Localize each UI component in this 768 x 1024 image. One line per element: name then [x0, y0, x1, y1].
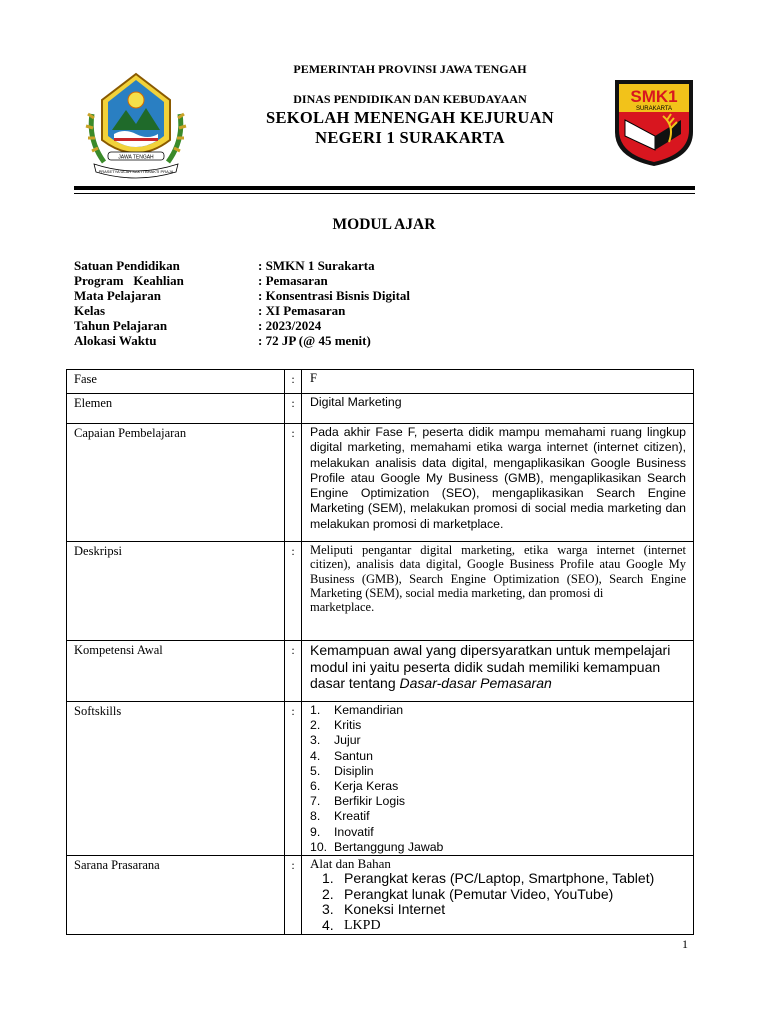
info-value: : 72 JP (@ 45 menit)	[258, 333, 371, 348]
softskill-text: Kritis	[334, 718, 362, 733]
sarana-heading: Alat dan Bahan	[310, 856, 391, 872]
info-row	[74, 258, 410, 273]
list-item: 1. Kemandirian	[310, 703, 404, 717]
row-colon: :	[285, 641, 302, 702]
softskills-cell	[302, 702, 694, 856]
logo-subtitle-text: SURAKARTA	[635, 106, 673, 112]
info-value: : SMKN 1 Surakarta	[258, 258, 375, 273]
kompetensi-cell	[302, 641, 694, 702]
softskill-text: Jujur	[334, 733, 361, 748]
elemen-value: Digital Marketing	[302, 394, 694, 424]
table-row-kompetensi	[67, 641, 694, 702]
smk1-surakarta-logo-icon	[611, 76, 697, 168]
softskill-text: Inovatif	[334, 824, 374, 839]
module-table	[66, 369, 694, 935]
row-colon: :	[285, 702, 302, 856]
sarana-list	[310, 871, 686, 933]
list-item: 8. Kreatif	[310, 809, 370, 824]
header-school-name: NEGERI 1 SURAKARTA	[315, 128, 505, 147]
table-row-deskripsi	[67, 542, 694, 641]
info-row	[74, 333, 410, 348]
deskripsi-value-end: marketplace.	[310, 600, 375, 615]
row-label: Sarana Prasarana	[67, 856, 285, 935]
sarana-text: Perangkat lunak (Pemutar Video, YouTube)	[344, 885, 614, 902]
table-row-capaian	[67, 424, 694, 542]
row-colon: :	[285, 856, 302, 935]
emblem-ribbon-text: PRASETYA ULAH SAKTI BHAKTI PRAJA	[98, 169, 174, 174]
row-colon: :	[285, 394, 302, 424]
row-colon: :	[285, 370, 302, 394]
info-value: : XI Pemasaran	[258, 303, 346, 318]
list-item: 6. Kerja Keras	[310, 779, 399, 794]
row-label: Fase	[67, 370, 285, 394]
info-value: : Pemasaran	[258, 273, 328, 288]
list-item: 3. Jujur	[310, 733, 361, 748]
info-label: Kelas	[74, 303, 106, 318]
table-row-fase	[67, 370, 694, 394]
row-label: Elemen	[67, 394, 285, 424]
list-item: 2. Perangkat lunak (Pemutar Video, YouTube)	[322, 885, 614, 902]
table-row-softskills	[67, 702, 694, 856]
capaian-value: Pada akhir Fase F, peserta didik mampu memahami ruang lingkup digital marketing, memahami etika warga internet (internet citizen), melakukan analisis data digital, mengaplikasikan Google Business Profile atau Google My Business (GMB), mengaplikasikan Search Engine Optimization (SEO), mengaplikasikan Search Engine Marketing (SEM), melakukan promosi di social media marketing dan melakukan promosi di marketplace.	[302, 424, 694, 542]
list-item: 2. Kritis	[310, 718, 362, 733]
header-government: PEMERINTAH PROVINSI JAWA TENGAH	[293, 62, 527, 76]
sarana-text: Perangkat keras (PC/Laptop, Smartphone, Tablet)	[344, 870, 655, 887]
info-row	[74, 318, 410, 333]
list-item: 4. Santun	[310, 748, 373, 763]
list-item: 7. Berfikir Logis	[310, 794, 406, 809]
info-label: Alokasi Waktu	[74, 333, 157, 348]
row-label: Deskripsi	[67, 542, 285, 641]
softskills-list	[310, 703, 686, 855]
sarana-cell	[302, 856, 694, 935]
info-value: : 2023/2024	[258, 318, 322, 333]
info-row	[74, 303, 410, 318]
jawa-tengah-emblem-icon	[84, 70, 188, 180]
list-item: 10. Bertanggung Jawab	[310, 839, 444, 854]
document-title: MODUL AJAR	[332, 216, 436, 233]
logo-title-text: SMK1	[630, 87, 678, 106]
row-colon: :	[285, 424, 302, 542]
row-colon: :	[285, 542, 302, 641]
deskripsi-cell	[302, 542, 694, 641]
softskill-text: Santun	[334, 748, 373, 763]
info-value: : Konsentrasi Bisnis Digital	[258, 288, 411, 303]
table-row-elemen	[67, 394, 694, 424]
emblem-banner-text: JAWA TENGAH	[118, 154, 154, 161]
header-rule-thick	[74, 186, 695, 190]
info-row	[74, 273, 410, 288]
table-row-sarana	[67, 856, 694, 935]
header-department: DINAS PENDIDIKAN DAN KEBUDAYAAN	[293, 92, 527, 106]
header-rule-thin	[74, 193, 695, 194]
list-item: 1. Perangkat keras (PC/Laptop, Smartphone, Tablet)	[322, 870, 655, 887]
list-item: 4. LKPD	[322, 916, 381, 933]
header-school-type: SEKOLAH MENENGAH KEJURUAN	[265, 108, 555, 127]
info-label: Mata Pelajaran	[74, 288, 162, 303]
row-label: Capaian Pembelajaran	[67, 424, 285, 542]
kompetensi-value-italic: Dasar-dasar Pemasaran	[399, 675, 552, 691]
fase-value: F	[302, 370, 694, 394]
row-label: Softskills	[67, 702, 285, 856]
list-item: 9. Inovatif	[310, 824, 374, 839]
info-row	[74, 288, 410, 303]
info-label: Program Keahlian	[74, 273, 184, 288]
list-item: 3. Koneksi Internet	[322, 901, 446, 918]
sarana-text: LKPD	[344, 917, 381, 933]
softskill-text: Kerja Keras	[334, 779, 399, 794]
kompetensi-value: Kemampuan awal yang dipersyaratkan untuk mempelajari modul ini yaitu peserta didik sudah memiliki kemampuan dasar tentang	[310, 642, 671, 691]
list-item: 5. Disiplin	[310, 763, 374, 778]
sarana-text: Koneksi Internet	[344, 901, 446, 918]
deskripsi-value: Meliputi pengantar digital marketing, etika warga internet (internet citizen), analisis data digital, Google Business Profile atau Google My Business (GMB), Search Engine Optimization (SEO), Search Engine Marketing (SEM), social media marketing, dan promosi di	[310, 543, 686, 600]
softskill-text: Kreatif	[334, 809, 370, 824]
softskill-text: Kemandirian	[334, 703, 404, 717]
page-number: 1	[682, 937, 688, 951]
softskill-text: Berfikir Logis	[334, 794, 406, 809]
softskill-text: Bertanggung Jawab	[334, 839, 444, 854]
info-label: Satuan Pendidikan	[74, 258, 180, 273]
row-label: Kompetensi Awal	[67, 641, 285, 702]
info-label: Tahun Pelajaran	[74, 318, 168, 333]
softskill-text: Disiplin	[334, 763, 374, 778]
module-info	[74, 258, 410, 348]
